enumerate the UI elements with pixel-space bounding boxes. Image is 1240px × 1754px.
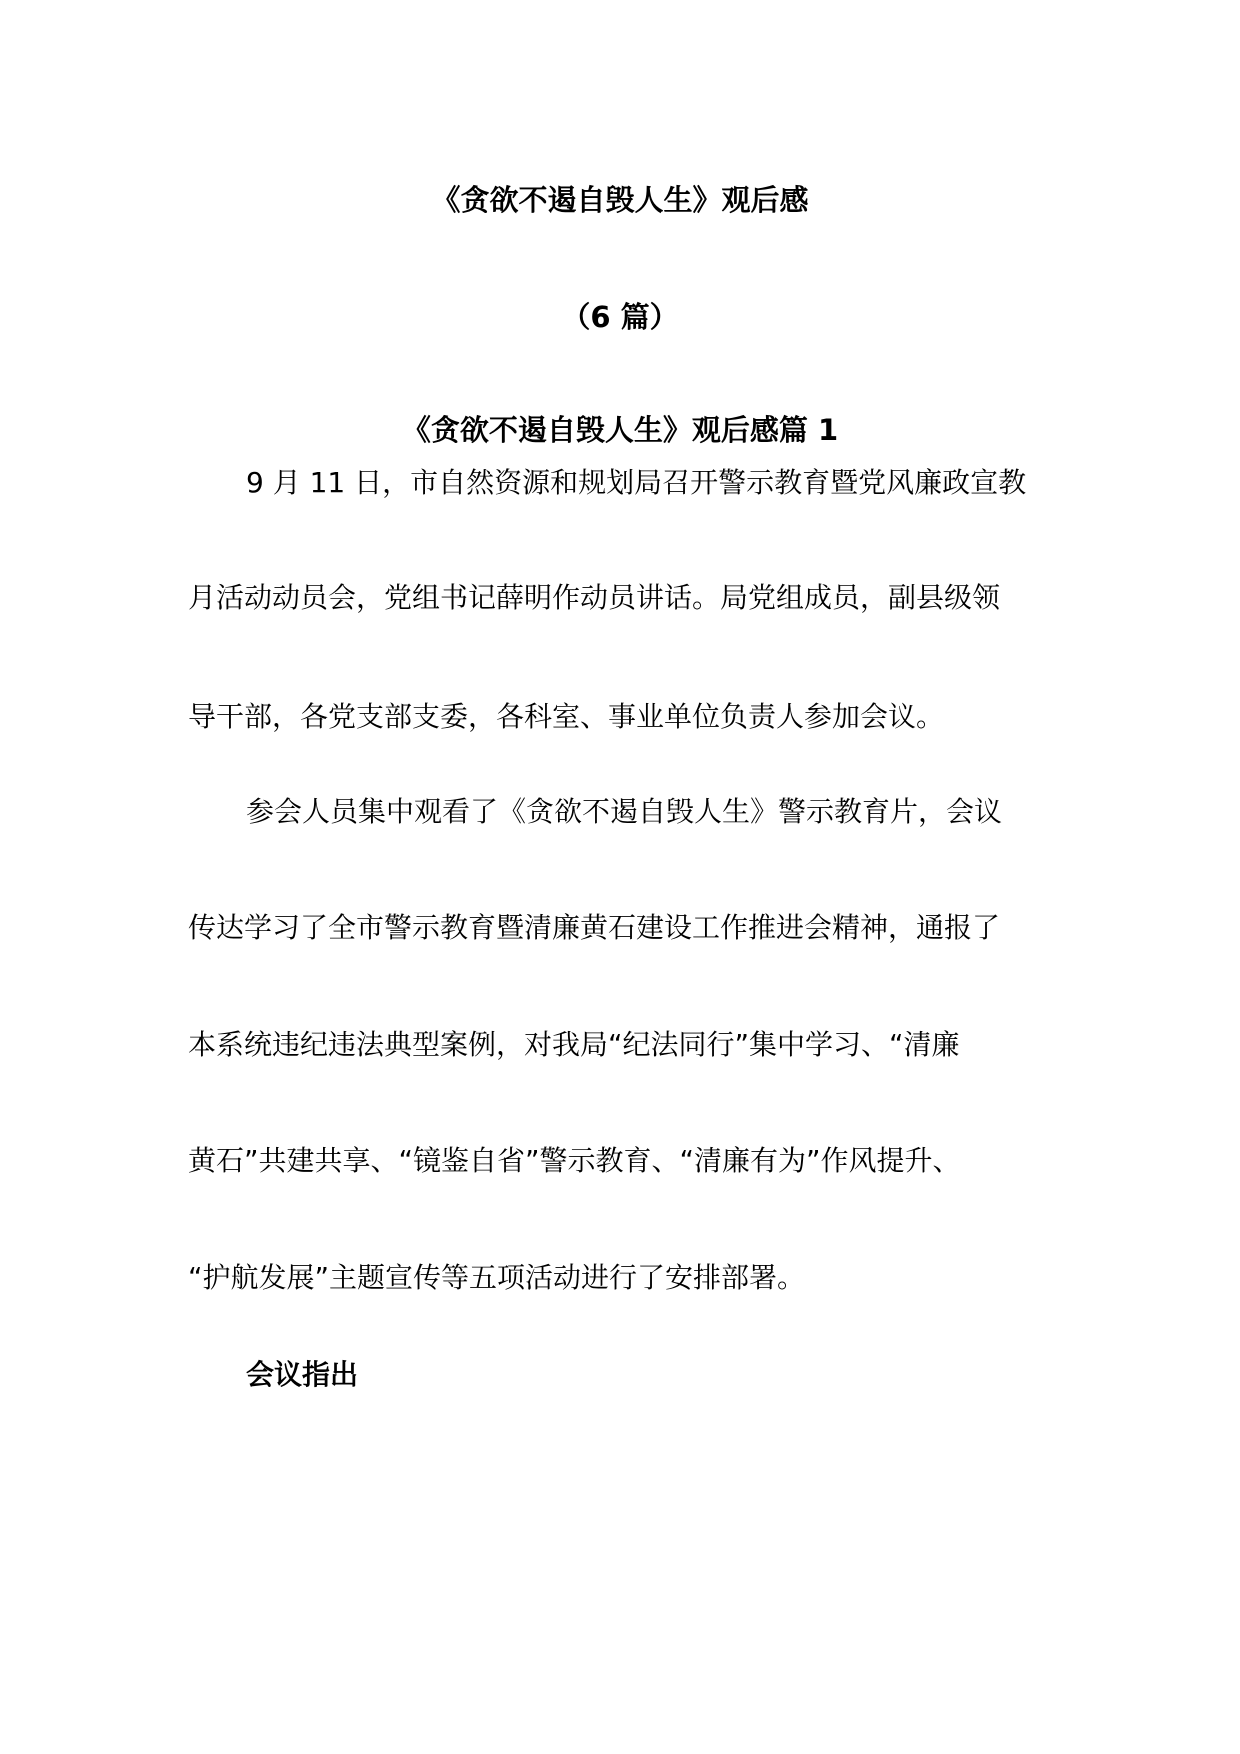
- paragraph-line: 黄石”共建共享、“镜鉴自省”警示教育、“清廉有为”作风提升、: [188, 1144, 961, 1177]
- document-count: （6 篇）: [561, 300, 679, 334]
- subheading: 会议指出: [246, 1358, 359, 1391]
- paragraph-line: “护航发展”主题宣传等五项活动进行了安排部署。: [188, 1261, 806, 1294]
- paragraph-line: 本系统违纪违法典型案例，对我局“纪法同行”集中学习、“清廉: [188, 1028, 960, 1061]
- section-title: 《贪欲不遏自毁人生》观后感篇 1: [401, 413, 839, 447]
- paragraph-line: 传达学习了全市警示教育暨清廉黄石建设工作推进会精神，通报了: [188, 911, 1001, 944]
- paragraph-line: 月活动动员会，党组书记薛明作动员讲话。局党组成员，副县级领: [188, 581, 1001, 614]
- paragraph-line: 参会人员集中观看了《贪欲不遏自毁人生》警示教育片，会议: [246, 795, 1003, 828]
- paragraph-line: 9 月 11 日，市自然资源和规划局召开警示教育暨党风廉政宣教: [246, 466, 1027, 499]
- paragraph-line: 导干部，各党支部支委，各科室、事业单位负责人参加会议。: [188, 700, 945, 733]
- document-title: 《贪欲不遏自毁人生》观后感: [431, 183, 809, 217]
